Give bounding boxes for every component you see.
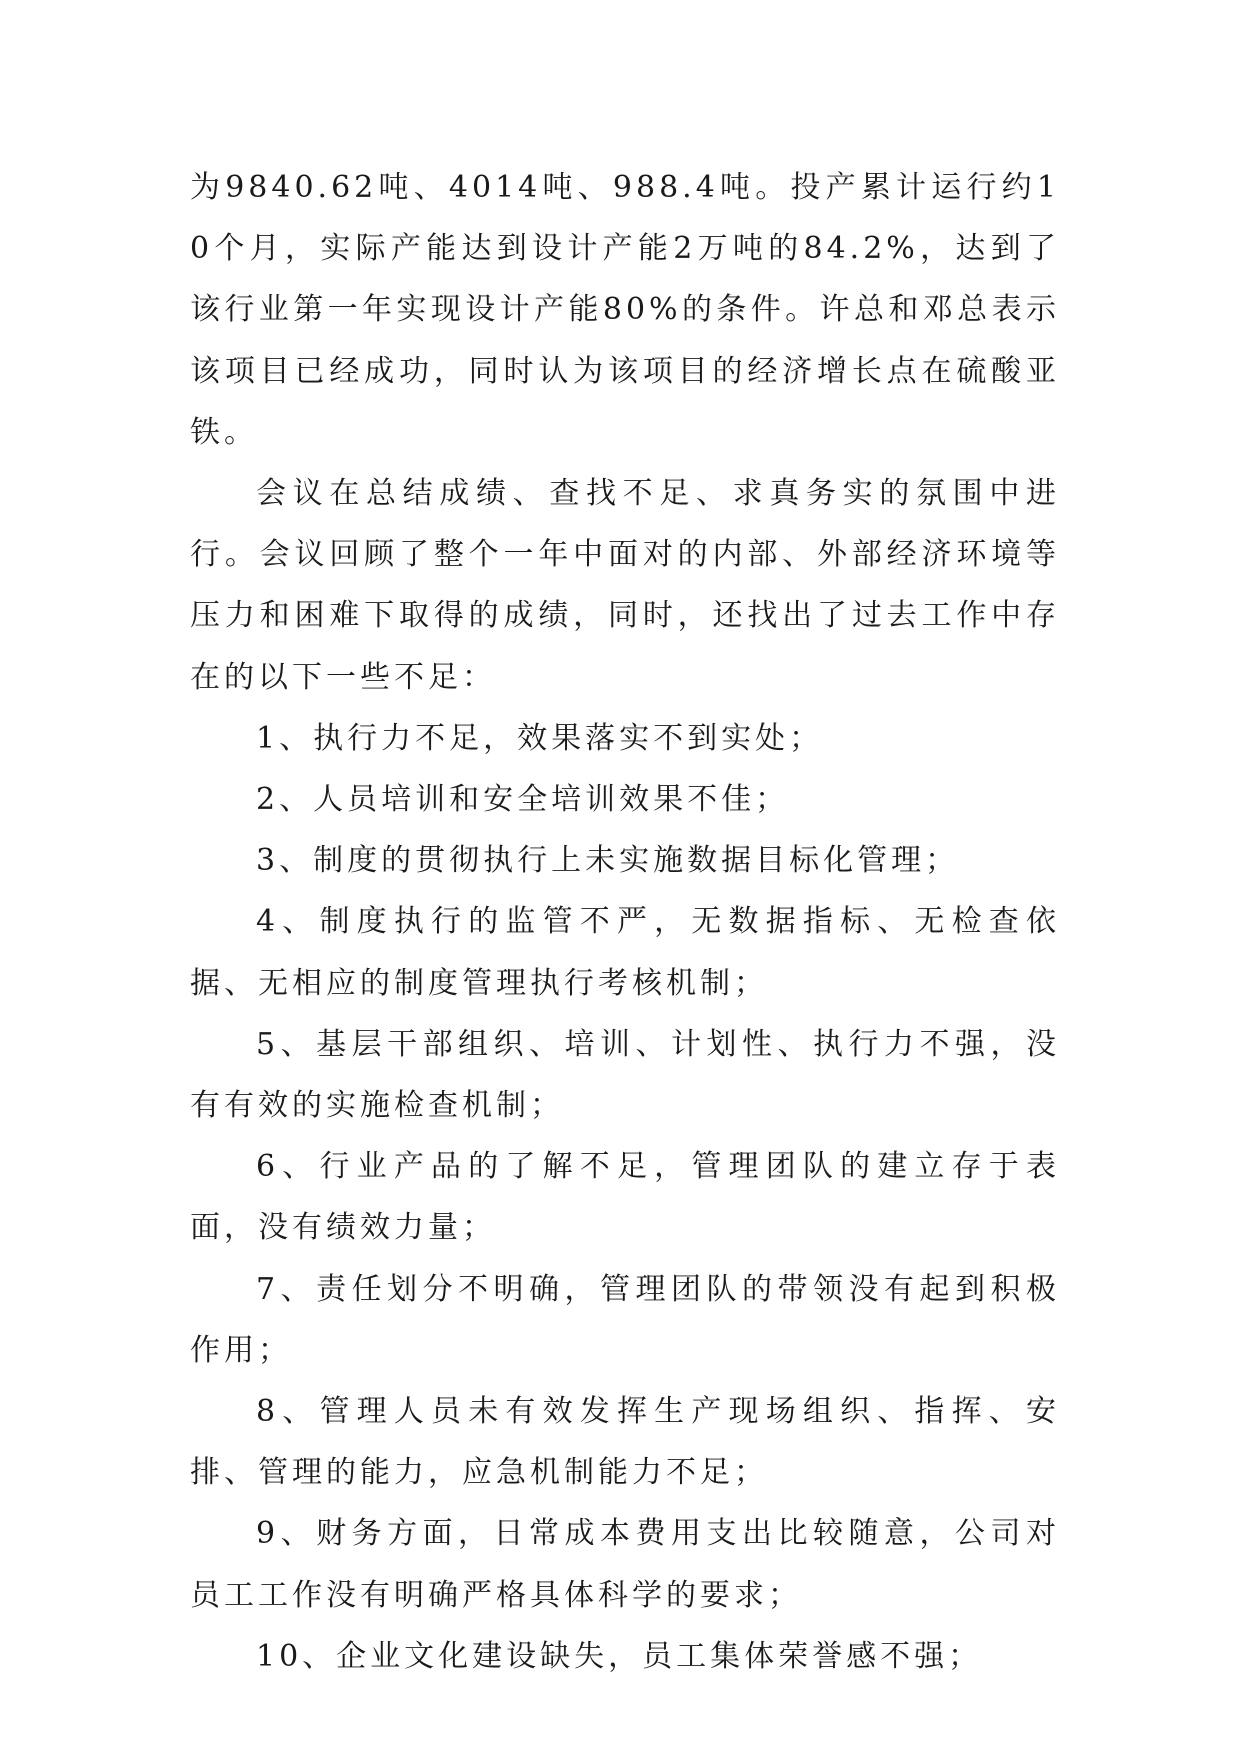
paragraph-meeting-review: 会议在总结成绩、查找不足、求真务实的氛围中进行。会议回顾了整个一年中面对的内部、外部经济环境等压力和困难下取得的成绩，同时，还找出了过去工作中存在的以下一些不足：	[190, 476, 1060, 695]
list-item-shortcoming-7: 7、责任划分不明确，管理团队的带领没有起到积极作用；	[190, 1271, 1060, 1368]
list-item-shortcoming-2: 2、人员培训和安全培训效果不佳；	[256, 782, 790, 818]
list-item-shortcoming-9: 9、财务方面，日常成本费用支出比较随意，公司对员工工作没有明确严格具体科学的要求；	[190, 1516, 1060, 1613]
list-item-shortcoming-1: 1、执行力不足，效果落实不到实处；	[256, 720, 824, 756]
document-body	[190, 157, 1060, 1687]
list-item-shortcoming-8: 8、管理人员未有效发挥生产现场组织、指挥、安排、管理的能力，应急机制能力不足；	[190, 1394, 1060, 1491]
list-item-shortcoming-3: 3、制度的贯彻执行上未实施数据目标化管理；	[256, 843, 960, 879]
list-item-shortcoming-4: 4、制度执行的监管不严，无数据指标、无检查依据、无相应的制度管理执行考核机制；	[190, 904, 1060, 1001]
paragraph-production-summary: 为9840.62吨、4014吨、988.4吨。投产累计运行约10个月，实际产能达到设计产能2万吨的84.2%，达到了该行业第一年实现设计产能80%的条件。许总和邓总表示该项目已经成功，同时认为该项目的经济增长点在硫酸亚铁。	[190, 170, 1060, 450]
list-item-shortcoming-5: 5、基层干部组织、培训、计划性、执行力不强，没有有效的实施检查机制；	[190, 1026, 1060, 1124]
list-item-shortcoming-6: 6、行业产品的了解不足，管理团队的建立存于表面，没有绩效力量；	[190, 1149, 1060, 1246]
list-item-shortcoming-10: 10、企业文化建设缺失，员工集体荣誉感不强；	[256, 1638, 983, 1674]
